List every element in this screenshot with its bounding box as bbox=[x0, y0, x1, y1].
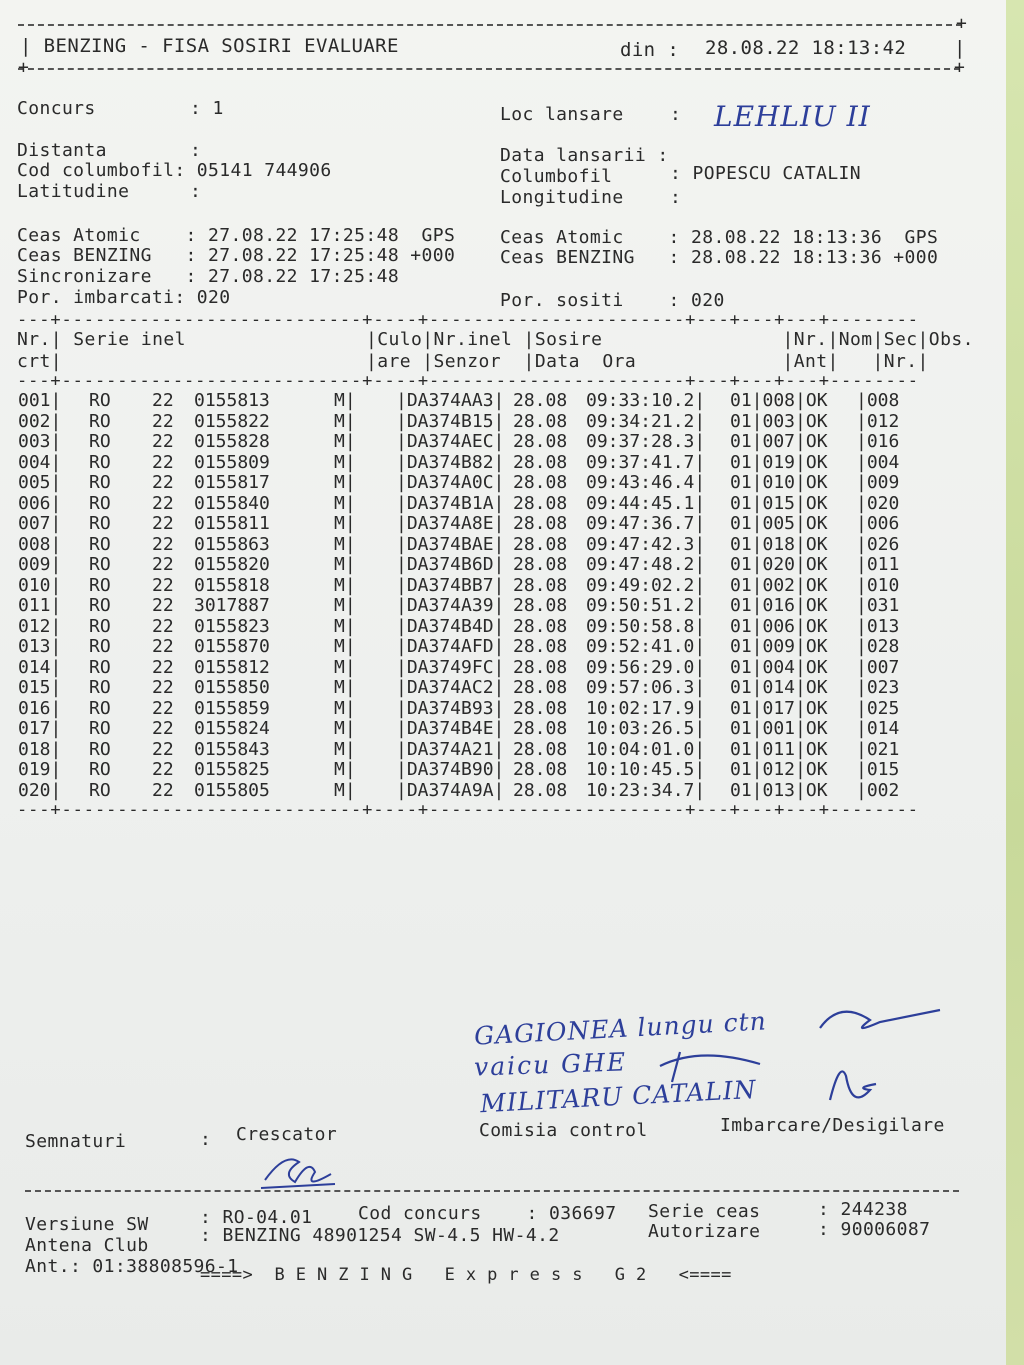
cell-nr: 020| bbox=[18, 779, 62, 801]
cell-sex: M| bbox=[334, 738, 356, 760]
cell-obs: |010 bbox=[856, 574, 900, 596]
footer-separator bbox=[25, 1190, 959, 1192]
cell-inel: 0155825 bbox=[194, 759, 270, 780]
cell-ora: 10:10:45.5| bbox=[586, 759, 706, 780]
cell-ant: 01|009|OK bbox=[730, 636, 828, 657]
cell-sex: M| bbox=[334, 431, 356, 452]
antena-club-value: : BENZING 48901254 SW-4.5 HW-4.2 bbox=[200, 1225, 560, 1246]
cell-tara: RO bbox=[89, 574, 111, 596]
cell-ant: 01|003|OK bbox=[730, 410, 828, 432]
cell-an: 22 bbox=[152, 595, 174, 616]
longitudine-colon: : bbox=[670, 187, 682, 208]
cell-an: 22 bbox=[152, 779, 174, 801]
cell-nr: 003| bbox=[18, 431, 62, 452]
ceas-benzing-left: Ceas BENZING : 27.08.22 17:25:48 +000 bbox=[17, 245, 456, 266]
cell-senzor: |DA374AA3| bbox=[396, 390, 505, 411]
cell-an: 22 bbox=[152, 533, 174, 555]
cell-ora: 09:34:21.2| bbox=[586, 410, 706, 432]
loc-lansare-colon: : bbox=[670, 104, 682, 125]
table-separator-bottom: ---+---------------------------+----+-----------------------+---+---+---+-------- bbox=[17, 800, 919, 820]
cell-senzor: |DA374BB7| bbox=[396, 574, 505, 596]
cell-tara: RO bbox=[89, 738, 111, 760]
cell-senzor: |DA374B82| bbox=[396, 451, 505, 473]
cell-an: 22 bbox=[152, 718, 174, 739]
cell-inel: 0155809 bbox=[194, 451, 270, 473]
cell-an: 22 bbox=[152, 492, 174, 514]
cell-tara: RO bbox=[89, 451, 111, 473]
cell-ora: 09:50:58.8| bbox=[586, 615, 706, 637]
cell-ora: 10:03:26.5| bbox=[586, 718, 706, 739]
cell-nr: 013| bbox=[18, 636, 62, 657]
cell-sex: M| bbox=[334, 513, 356, 534]
cell-ora: 09:37:28.3| bbox=[586, 431, 706, 452]
cell-senzor: |DA374A0C| bbox=[396, 472, 505, 493]
table-separator-top: ---+---------------------------+----+-----------------------+---+---+---+-------- bbox=[17, 310, 919, 330]
cell-an: 22 bbox=[152, 677, 174, 698]
antena-id: Ant.: 01:38808596-1 bbox=[25, 1256, 239, 1277]
latitudine-colon: : bbox=[190, 181, 202, 202]
cell-nr: 005| bbox=[18, 472, 62, 493]
cell-nr: 015| bbox=[18, 677, 62, 698]
handwritten-name-1: GAGIONEA lungu ctn bbox=[473, 1006, 768, 1051]
handwritten-name-2: vaicu GHE bbox=[473, 1047, 628, 1082]
cell-inel: 0155817 bbox=[194, 472, 270, 493]
cell-senzor: |DA374B90| bbox=[396, 759, 505, 780]
handwritten-signatures bbox=[640, 990, 960, 1120]
cell-inel: 0155840 bbox=[194, 492, 270, 514]
cell-data: 28.08 bbox=[513, 451, 568, 473]
cell-senzor: |DA374A8E| bbox=[396, 513, 505, 534]
cell-data: 28.08 bbox=[513, 636, 568, 657]
versiune-sw-label: Versiune SW bbox=[25, 1214, 149, 1235]
cell-sex: M| bbox=[334, 656, 356, 678]
cell-nr: 012| bbox=[18, 615, 62, 637]
cell-tara: RO bbox=[89, 759, 111, 780]
cell-senzor: |DA374B15| bbox=[396, 410, 505, 432]
cell-an: 22 bbox=[152, 390, 174, 411]
cell-data: 28.08 bbox=[513, 738, 568, 760]
cell-nr: 010| bbox=[18, 574, 62, 596]
report-datetime: 28.08.22 18:13:42 bbox=[705, 37, 907, 59]
cell-inel: 0155859 bbox=[194, 697, 270, 719]
cell-data: 28.08 bbox=[513, 431, 568, 452]
cell-senzor: |DA374A21| bbox=[396, 738, 505, 760]
cell-sex: M| bbox=[334, 492, 356, 514]
cell-tara: RO bbox=[89, 554, 111, 575]
cell-senzor: |DA374B1A| bbox=[396, 492, 505, 514]
cell-data: 28.08 bbox=[513, 554, 568, 575]
cell-ant: 01|016|OK bbox=[730, 595, 828, 616]
cell-an: 22 bbox=[152, 615, 174, 637]
cell-an: 22 bbox=[152, 472, 174, 493]
cell-obs: |012 bbox=[856, 410, 900, 432]
cell-an: 22 bbox=[152, 697, 174, 719]
cell-obs: |016 bbox=[856, 431, 900, 452]
cell-nr: 009| bbox=[18, 554, 62, 575]
cell-tara: RO bbox=[89, 431, 111, 452]
cell-inel: 0155870 bbox=[194, 636, 270, 657]
cell-tara: RO bbox=[89, 697, 111, 719]
cell-inel: 3017887 bbox=[194, 595, 270, 616]
cell-data: 28.08 bbox=[513, 759, 568, 780]
serie-ceas-value: : 244238 bbox=[818, 1199, 908, 1220]
cell-sex: M| bbox=[334, 554, 356, 575]
cell-inel: 0155820 bbox=[194, 554, 270, 575]
porumbei-sositi: Por. sositi : 020 bbox=[500, 290, 725, 311]
cell-inel: 0155828 bbox=[194, 431, 270, 452]
concurs-value: : 1 bbox=[190, 98, 224, 119]
cell-data: 28.08 bbox=[513, 472, 568, 493]
cell-ant: 01|012|OK bbox=[730, 759, 828, 780]
cell-ant: 01|019|OK bbox=[730, 451, 828, 473]
cell-sex: M| bbox=[334, 595, 356, 616]
cell-ora: 09:56:29.0| bbox=[586, 656, 706, 678]
cell-data: 28.08 bbox=[513, 410, 568, 432]
cell-data: 28.08 bbox=[513, 595, 568, 616]
header-corner-tr: + bbox=[956, 13, 968, 34]
cell-tara: RO bbox=[89, 472, 111, 493]
cell-sex: M| bbox=[334, 410, 356, 432]
cell-tara: RO bbox=[89, 636, 111, 657]
cell-an: 22 bbox=[152, 513, 174, 534]
cell-ant: 01|011|OK bbox=[730, 738, 828, 760]
cell-ant: 01|020|OK bbox=[730, 554, 828, 575]
ceas-atomic-right: Ceas Atomic : 28.08.22 18:13:36 GPS bbox=[500, 227, 939, 248]
distanta-label: Distanta bbox=[17, 140, 107, 161]
cod-concurs: Cod concurs : 036697 bbox=[358, 1203, 617, 1224]
cell-inel: 0155805 bbox=[194, 779, 270, 801]
cell-sex: M| bbox=[334, 574, 356, 596]
cell-ora: 09:52:41.0| bbox=[586, 636, 706, 657]
cell-inel: 0155863 bbox=[194, 533, 270, 555]
cell-data: 28.08 bbox=[513, 533, 568, 555]
cell-tara: RO bbox=[89, 718, 111, 739]
concurs-label: Concurs bbox=[17, 98, 96, 119]
cell-inel: 0155812 bbox=[194, 656, 270, 678]
loc-lansare-handwritten: LEHLIU II bbox=[714, 100, 871, 133]
cell-obs: |008 bbox=[856, 390, 900, 411]
cell-obs: |021 bbox=[856, 738, 900, 760]
cell-sex: M| bbox=[334, 779, 356, 801]
cell-nr: 002| bbox=[18, 410, 62, 432]
cell-obs: |026 bbox=[856, 533, 900, 555]
cell-ant: 01|005|OK bbox=[730, 513, 828, 534]
cell-ant: 01|010|OK bbox=[730, 472, 828, 493]
cell-data: 28.08 bbox=[513, 492, 568, 514]
cell-an: 22 bbox=[152, 410, 174, 432]
header-border-bottom bbox=[18, 68, 960, 70]
cell-ora: 10:23:34.7| bbox=[586, 779, 706, 801]
cell-nr: 007| bbox=[18, 513, 62, 534]
cell-obs: |015 bbox=[856, 759, 900, 780]
cell-senzor: |DA374BAE| bbox=[396, 533, 505, 555]
cell-nr: 019| bbox=[18, 759, 62, 780]
cell-sex: M| bbox=[334, 533, 356, 555]
crescator-label: Crescator bbox=[236, 1124, 338, 1145]
cell-tara: RO bbox=[89, 513, 111, 534]
cell-ora: 09:49:02.2| bbox=[586, 574, 706, 596]
table-header-row-2: crt| |are |Senzor |Data Ora |Ant| |Nr.| bbox=[17, 351, 929, 372]
report-date-label: din : bbox=[620, 39, 680, 61]
cell-sex: M| bbox=[334, 472, 356, 493]
cell-ant: 01|014|OK bbox=[730, 677, 828, 698]
columbofil-label: Columbofil bbox=[500, 166, 613, 187]
cell-an: 22 bbox=[152, 431, 174, 452]
cell-nr: 018| bbox=[18, 738, 62, 760]
cell-data: 28.08 bbox=[513, 574, 568, 596]
cell-an: 22 bbox=[152, 451, 174, 473]
cell-obs: |020 bbox=[856, 492, 900, 514]
cell-obs: |006 bbox=[856, 513, 900, 534]
cell-inel: 0155822 bbox=[194, 410, 270, 432]
cell-tara: RO bbox=[89, 656, 111, 678]
cell-ora: 10:02:17.9| bbox=[586, 697, 706, 719]
cell-data: 28.08 bbox=[513, 390, 568, 411]
cell-senzor: |DA374A39| bbox=[396, 595, 505, 616]
cell-sex: M| bbox=[334, 697, 356, 719]
cell-sex: M| bbox=[334, 451, 356, 473]
latitudine-label: Latitudine bbox=[17, 181, 130, 202]
data-lansarii: Data lansarii : bbox=[500, 145, 669, 166]
handwritten-name-3: MILITARU CATALIN bbox=[479, 1074, 758, 1119]
serie-ceas-label: Serie ceas bbox=[648, 1201, 761, 1222]
cell-nr: 014| bbox=[18, 656, 62, 678]
cell-senzor: |DA374B4E| bbox=[396, 718, 505, 739]
cell-ant: 01|007|OK bbox=[730, 431, 828, 452]
cell-obs: |007 bbox=[856, 656, 900, 678]
cell-obs: |028 bbox=[856, 636, 900, 657]
cell-ant: 01|017|OK bbox=[730, 697, 828, 719]
cell-an: 22 bbox=[152, 759, 174, 780]
cell-ora: 10:04:01.0| bbox=[586, 738, 706, 760]
header-corner-bl: + bbox=[18, 57, 30, 78]
cell-senzor: |DA374AEC| bbox=[396, 431, 505, 452]
cell-nr: 004| bbox=[18, 451, 62, 473]
cell-tara: RO bbox=[89, 677, 111, 698]
cell-sex: M| bbox=[334, 636, 356, 657]
cell-obs: |002 bbox=[856, 779, 900, 801]
autorizare-label: Autorizare bbox=[648, 1221, 761, 1242]
antena-club-label: Antena Club bbox=[25, 1235, 149, 1256]
table-separator-mid: ---+---------------------------+----+-----------------------+---+---+---+-------- bbox=[17, 371, 919, 391]
versiune-sw-value: : RO-04.01 bbox=[200, 1207, 313, 1228]
cell-obs: |031 bbox=[856, 595, 900, 616]
ceas-atomic-left: Ceas Atomic : 27.08.22 17:25:48 GPS bbox=[17, 225, 456, 246]
cell-ora: 09:37:41.7| bbox=[586, 451, 706, 473]
semnaturi-colon: : bbox=[200, 1129, 212, 1150]
cell-an: 22 bbox=[152, 554, 174, 575]
cell-tara: RO bbox=[89, 492, 111, 514]
autorizare-value: : 90006087 bbox=[818, 1219, 931, 1240]
cell-senzor: |DA374B4D| bbox=[396, 615, 505, 637]
cell-ant: 01|015|OK bbox=[730, 492, 828, 514]
cell-tara: RO bbox=[89, 533, 111, 555]
cell-ora: 09:57:06.3| bbox=[586, 677, 706, 698]
cell-an: 22 bbox=[152, 738, 174, 760]
semnaturi-label: Semnaturi bbox=[25, 1131, 127, 1152]
cell-tara: RO bbox=[89, 615, 111, 637]
cell-senzor: |DA374B93| bbox=[396, 697, 505, 719]
cell-tara: RO bbox=[89, 410, 111, 432]
cell-ant: 01|006|OK bbox=[730, 615, 828, 637]
cell-data: 28.08 bbox=[513, 718, 568, 739]
cell-sex: M| bbox=[334, 759, 356, 780]
imbarcare-label: Imbarcare/Desigilare bbox=[720, 1115, 945, 1136]
cell-inel: 0155843 bbox=[194, 738, 270, 760]
cell-ant: 01|013|OK bbox=[730, 779, 828, 801]
cell-inel: 0155850 bbox=[194, 677, 270, 698]
loc-lansare-label: Loc lansare bbox=[500, 104, 624, 125]
table-header-row-1: Nr.| Serie inel |Culo|Nr.inel |Sosire |Nr.|Nom|Sec|Obs. bbox=[17, 329, 974, 350]
cell-ant: 01|001|OK bbox=[730, 718, 828, 739]
sincronizare: Sincronizare : 27.08.22 17:25:48 bbox=[17, 266, 400, 287]
cell-ora: 09:47:42.3| bbox=[586, 533, 706, 555]
cell-tara: RO bbox=[89, 390, 111, 411]
cell-obs: |014 bbox=[856, 718, 900, 739]
cell-ant: 01|004|OK bbox=[730, 656, 828, 678]
header-corner-br: + bbox=[954, 57, 966, 78]
cell-an: 22 bbox=[152, 656, 174, 678]
cell-sex: M| bbox=[334, 718, 356, 739]
cell-senzor: |DA374AC2| bbox=[396, 677, 505, 698]
cell-data: 28.08 bbox=[513, 615, 568, 637]
cell-nr: 011| bbox=[18, 595, 62, 616]
brand-footer: ====> B E N Z I N G E x p r e s s G 2 <==== bbox=[200, 1265, 732, 1285]
cell-nr: 016| bbox=[18, 697, 62, 719]
cell-obs: |025 bbox=[856, 697, 900, 719]
cell-sex: M| bbox=[334, 390, 356, 411]
header-bar-right: | bbox=[954, 37, 966, 59]
cell-senzor: |DA374AFD| bbox=[396, 636, 505, 657]
cell-data: 28.08 bbox=[513, 779, 568, 801]
longitudine-label: Longitudine bbox=[500, 187, 624, 208]
cell-ora: 09:44:45.1| bbox=[586, 492, 706, 514]
cell-sex: M| bbox=[334, 615, 356, 637]
cell-nr: 001| bbox=[18, 390, 62, 411]
cell-obs: |013 bbox=[856, 615, 900, 637]
cell-an: 22 bbox=[152, 574, 174, 596]
background-edge bbox=[1006, 0, 1024, 1365]
distanta-colon: : bbox=[190, 140, 202, 161]
cell-data: 28.08 bbox=[513, 656, 568, 678]
header-border-top bbox=[18, 24, 962, 26]
cell-nr: 006| bbox=[18, 492, 62, 514]
cell-ora: 09:43:46.4| bbox=[586, 472, 706, 493]
cell-tara: RO bbox=[89, 779, 111, 801]
cell-inel: 0155811 bbox=[194, 513, 270, 534]
cell-ora: 09:33:10.2| bbox=[586, 390, 706, 411]
cell-senzor: |DA374B6D| bbox=[396, 554, 505, 575]
cell-data: 28.08 bbox=[513, 513, 568, 534]
cell-ant: 01|008|OK bbox=[730, 390, 828, 411]
cell-inel: 0155813 bbox=[194, 390, 270, 411]
report-title: | BENZING - FISA SOSIRI EVALUARE bbox=[20, 35, 399, 57]
cell-ora: 09:47:48.2| bbox=[586, 554, 706, 575]
cell-an: 22 bbox=[152, 636, 174, 657]
cell-data: 28.08 bbox=[513, 677, 568, 698]
comisia-control-label: Comisia control bbox=[479, 1120, 648, 1141]
cell-ora: 09:50:51.2| bbox=[586, 595, 706, 616]
cell-inel: 0155823 bbox=[194, 615, 270, 637]
cell-inel: 0155818 bbox=[194, 574, 270, 596]
ceas-benzing-right: Ceas BENZING : 28.08.22 18:13:36 +000 bbox=[500, 247, 939, 268]
cell-obs: |009 bbox=[856, 472, 900, 493]
cell-nr: 017| bbox=[18, 718, 62, 739]
cell-ora: 09:47:36.7| bbox=[586, 513, 706, 534]
cell-senzor: |DA3749FC| bbox=[396, 656, 505, 678]
cell-obs: |011 bbox=[856, 554, 900, 575]
cell-obs: |004 bbox=[856, 451, 900, 473]
cell-ant: 01|002|OK bbox=[730, 574, 828, 596]
porumbei-imbarcati: Por. imbarcati: 020 bbox=[17, 287, 231, 308]
cell-ant: 01|018|OK bbox=[730, 533, 828, 555]
cod-columbofil: Cod columbofil: 05141 744906 bbox=[17, 160, 332, 181]
cell-nr: 008| bbox=[18, 533, 62, 555]
cell-tara: RO bbox=[89, 595, 111, 616]
cell-data: 28.08 bbox=[513, 697, 568, 719]
cell-sex: M| bbox=[334, 677, 356, 698]
cell-obs: |023 bbox=[856, 677, 900, 698]
cell-senzor: |DA374A9A| bbox=[396, 779, 505, 801]
columbofil-value: : POPESCU CATALIN bbox=[670, 163, 862, 184]
cell-inel: 0155824 bbox=[194, 718, 270, 739]
